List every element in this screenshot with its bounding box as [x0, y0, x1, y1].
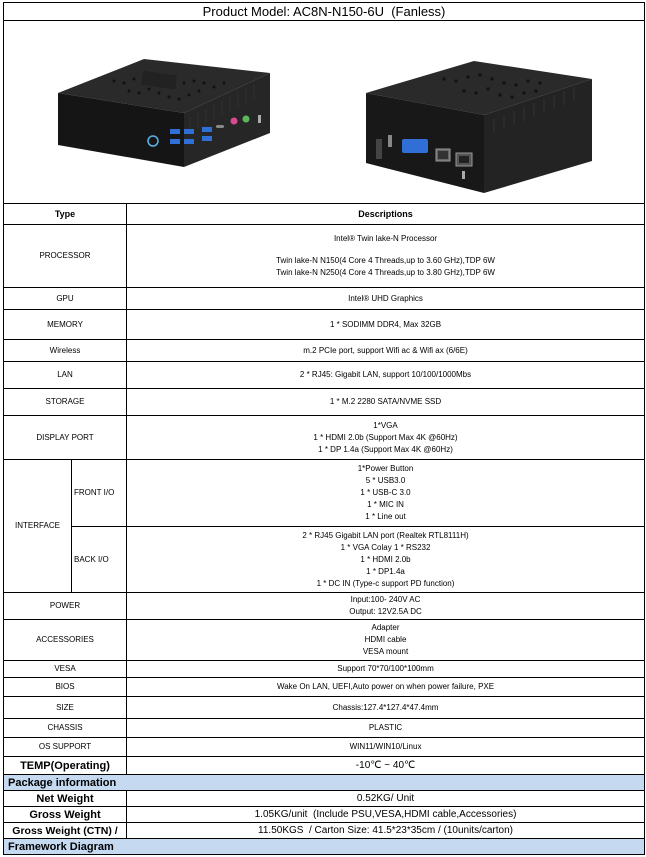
package-section-row: [4, 775, 645, 791]
front-io-line: 1 * USB-C 3.0: [360, 488, 411, 497]
power-row: [4, 593, 645, 620]
front-io-label: FRONT I/O: [72, 460, 127, 527]
accessories-label: ACCESSORIES: [4, 620, 127, 661]
bios-label: BIOS: [4, 678, 127, 697]
back-io-line: 2 * RJ45 Gigabit LAN port (Realtek RTL8111H): [302, 530, 469, 540]
spec-sheet: [3, 2, 644, 855]
power-value: [127, 593, 645, 620]
memory-value: 1 * SODIMM DDR4, Max 32GB: [127, 310, 645, 340]
os-label: OS SUPPORT: [4, 738, 127, 757]
power-line: Input:100- 240V AC: [350, 595, 421, 604]
temp-row: [4, 757, 645, 775]
back-io-row: [4, 527, 645, 593]
display-row: [4, 416, 645, 460]
back-io-line: 1 * VGA Colay 1 * RS232: [340, 542, 431, 552]
framework-section-title: Framework Diagram: [4, 839, 645, 855]
display-line: 1 * HDMI 2.0b (Support Max 4K @60Hz): [313, 432, 458, 442]
front-view-image: [44, 21, 284, 203]
accessories-row: [4, 620, 645, 661]
power-label: POWER: [4, 593, 127, 620]
back-io-label: BACK I/O: [72, 527, 127, 593]
gpu-row: [4, 288, 645, 310]
spacer: [129, 245, 642, 255]
photo-row: [4, 21, 645, 204]
back-io-line: 1 * DP1.4a: [366, 566, 405, 576]
descriptions-header: Descriptions: [127, 204, 645, 225]
spec-table: [3, 2, 645, 855]
storage-label: STORAGE: [4, 389, 127, 416]
display-line: 1*VGA: [373, 420, 398, 430]
display-value: [127, 416, 645, 460]
package-section-title: Package information: [4, 775, 645, 791]
processor-line: Twin lake-N N250(4 Core 4 Threads,up to 3.80 GHz),TDP 6W: [276, 268, 495, 277]
net-weight-label: Net Weight: [4, 791, 127, 807]
ctn-weight-label: Gross Weight (CTN) /: [4, 823, 127, 839]
chassis-row: [4, 719, 645, 738]
memory-label: MEMORY: [4, 310, 127, 340]
processor-line: Intel® Twin lake-N Processor: [333, 234, 438, 243]
processor-line: Twin lake-N N150(4 Core 4 Threads,up to 3.60 GHz),TDP 6W: [276, 256, 495, 265]
rear-view-image: [344, 21, 614, 203]
vesa-label: VESA: [4, 661, 127, 678]
bios-row: [4, 678, 645, 697]
size-label: SIZE: [4, 697, 127, 719]
vesa-value: Support 70*70/100*100mm: [127, 661, 645, 678]
front-io-row: [4, 460, 645, 527]
processor-label: PROCESSOR: [4, 225, 127, 288]
power-line: Output: 12V2.5A DC: [349, 607, 422, 616]
size-value: Chassis:127.4*127.4*47.4mm: [127, 697, 645, 719]
processor-row: [4, 225, 645, 288]
display-line: 1 * DP 1.4a (Support Max 4K @60Hz): [318, 444, 453, 454]
net-weight-value: 0.52KG/ Unit: [127, 791, 645, 807]
front-io-line: 5 * USB3.0: [365, 476, 406, 485]
lan-row: [4, 362, 645, 389]
wireless-value: m.2 PCIe port, support Wifi ac & Wifi ax (6/6E): [127, 340, 645, 362]
accessories-line: HDMI cable: [364, 635, 407, 644]
memory-row: [4, 310, 645, 340]
bios-value: Wake On LAN, UEFI,Auto power on when power failure, PXE: [127, 678, 645, 697]
gpu-label: GPU: [4, 288, 127, 310]
size-row: [4, 697, 645, 719]
framework-section-row: [4, 839, 645, 855]
ctn-weight-value: 11.50KGS / Carton Size: 41.5*23*35cm / (10units/carton): [127, 823, 645, 839]
interface-label: INTERFACE: [4, 460, 72, 593]
gpu-value: Intel® UHD Graphics: [127, 288, 645, 310]
storage-value: 1 * M.2 2280 SATA/NVME SSD: [127, 389, 645, 416]
back-io-line: 1 * DC IN (Type-c support PD function): [316, 578, 455, 588]
accessories-value: [127, 620, 645, 661]
front-io-line: 1 * MIC IN: [367, 500, 404, 509]
lan-value: 2 * RJ45: Gigabit LAN, support 10/100/1000Mbs: [127, 362, 645, 389]
front-io-line: 1 * Line out: [365, 512, 406, 521]
gross-weight-row: [4, 807, 645, 823]
front-io-value: [127, 460, 645, 527]
accessories-line: Adapter: [371, 623, 400, 632]
os-row: [4, 738, 645, 757]
product-photos: [4, 21, 645, 204]
back-io-line: 1 * HDMI 2.0b: [360, 554, 411, 564]
wireless-row: [4, 340, 645, 362]
processor-value: [127, 225, 645, 288]
storage-row: [4, 389, 645, 416]
gross-weight-label: Gross Weight: [4, 807, 127, 823]
front-io-line: 1*Power Button: [357, 464, 414, 473]
gross-weight-value: 1.05KG/unit (Include PSU,VESA,HDMI cable,Accessories): [127, 807, 645, 823]
accessories-line: VESA mount: [362, 647, 409, 656]
product-title: Product Model: AC8N-N150-6U (Fanless): [4, 3, 645, 21]
vesa-row: [4, 661, 645, 678]
back-io-value: [127, 527, 645, 593]
chassis-label: CHASSIS: [4, 719, 127, 738]
lan-label: LAN: [4, 362, 127, 389]
display-label: DISPLAY PORT: [4, 416, 127, 460]
temp-value: -10℃ ~ 40℃: [127, 757, 645, 775]
wireless-label: Wireless: [4, 340, 127, 362]
title-row: [4, 3, 645, 21]
chassis-value: PLASTIC: [127, 719, 645, 738]
temp-label: TEMP(Operating): [4, 757, 127, 775]
os-value: WIN11/WIN10/Linux: [127, 738, 645, 757]
header-row: [4, 204, 645, 225]
net-weight-row: [4, 791, 645, 807]
type-header: Type: [4, 204, 127, 225]
ctn-weight-row: [4, 823, 645, 839]
